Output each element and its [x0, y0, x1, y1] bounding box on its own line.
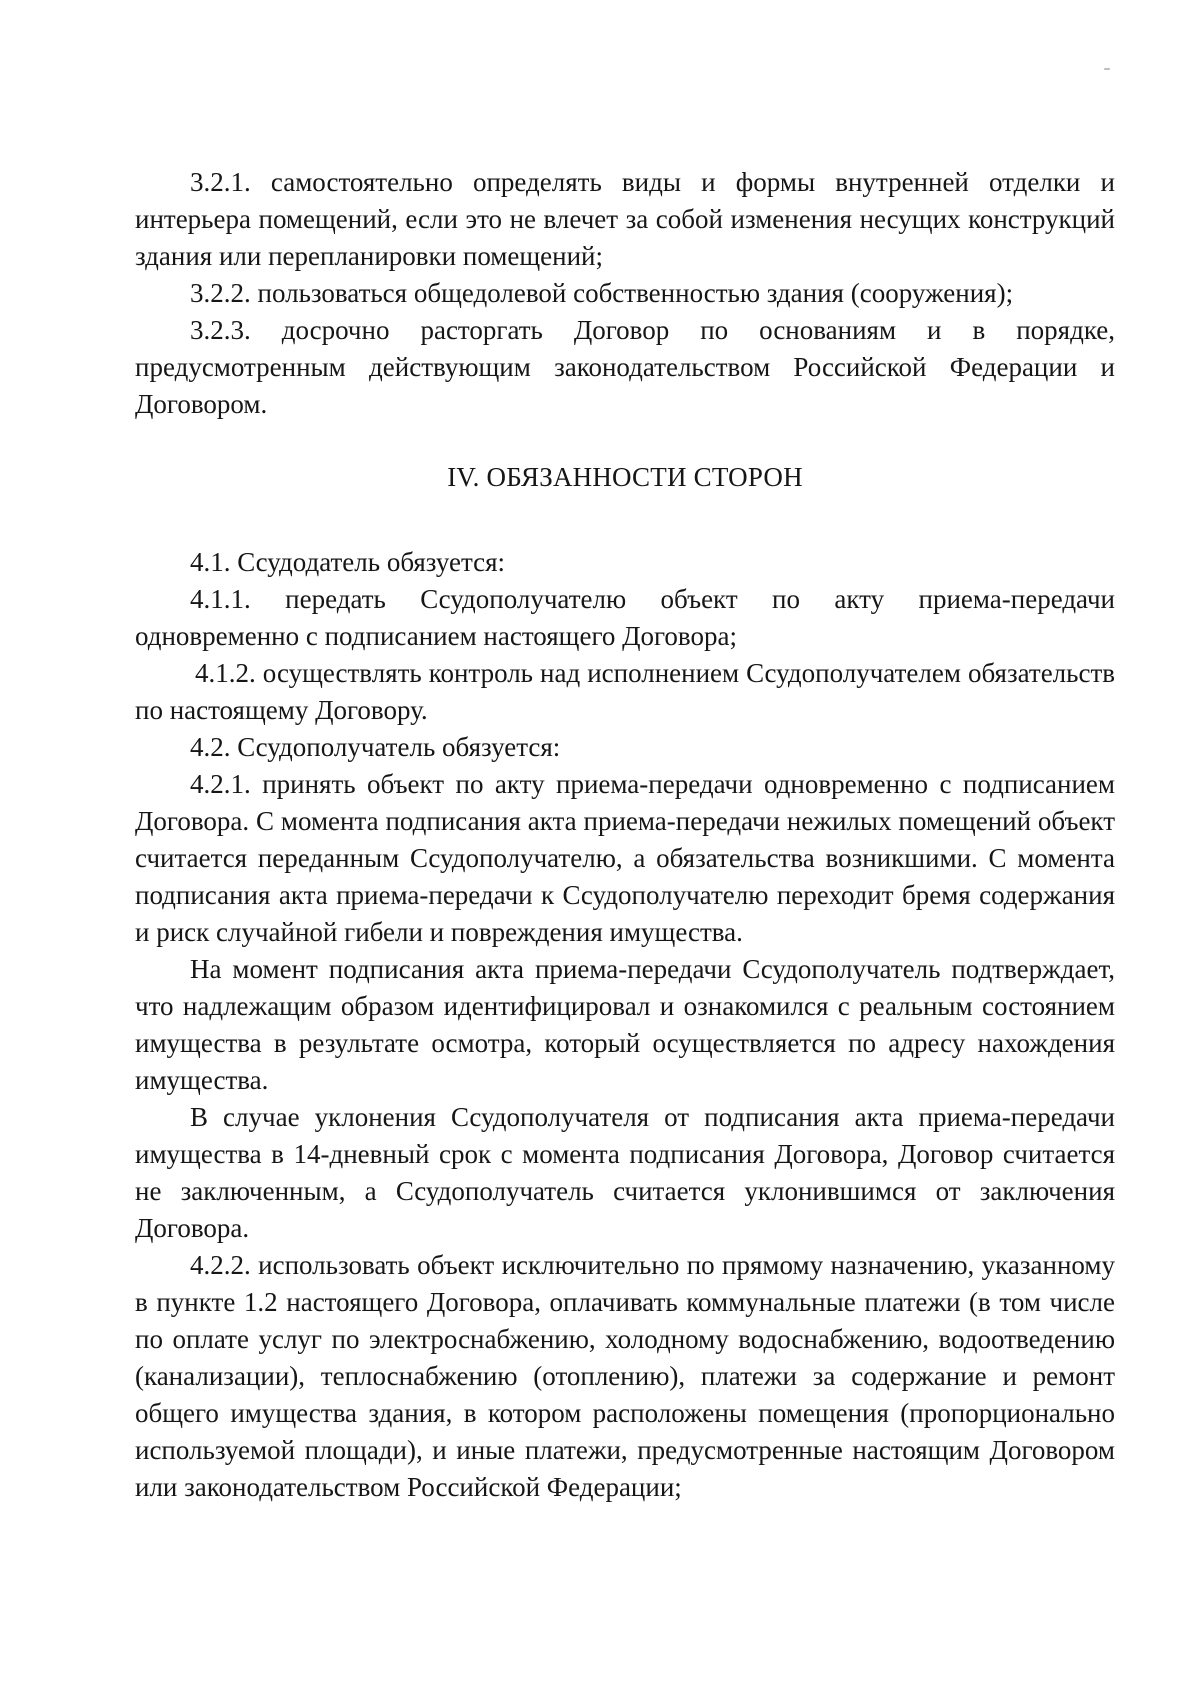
- clause-4-2-2: 4.2.2. использовать объект исключительно по прямому назначению, указанному в пункте 1.2 настоящего Договора, оплачивать коммунальные платежи (в том числе по оплате услуг по электроснабжению, холодному водоснабжению, водоотведению (канализации), теплоснабжению (отоплению), платежи за содержание и ремонт общего имущества здания, в котором расположены помещения (пропорционально используемой площади), и иные платежи, предусмотренные настоящим Договором или законодательством Российской Федерации;: [135, 1250, 1115, 1502]
- clause-3-2-3: 3.2.3. досрочно расторгать Договор по основаниям и в порядке, предусмотренным действующим законодательством Российской Федерации и Договором.: [135, 315, 1115, 419]
- clause-4-1: 4.1. Ссудодатель обязуется:: [190, 547, 506, 577]
- document-body: [135, 164, 1115, 1506]
- paragraph-evasion: В случае уклонения Ссудополучателя от подписания акта приема-передачи имущества в 14-дневный срок с момента подписания Договора, Договор считается не заключенным, а Ссудополучатель считается уклонившимся от заключения Договора.: [135, 1102, 1115, 1243]
- section-heading: IV. ОБЯЗАННОСТИ СТОРОН: [447, 462, 803, 492]
- clause-4-2-1: 4.2.1. принять объект по акту приема-передачи одновременно с подписанием Договора. С момента подписания акта приема-передачи нежилых помещений объект считается переданным Ссудополучателю, а обязательства возникшими. С момента подписания акта приема-передачи к Ссудополучателю переходит бремя содержания и риск случайной гибели и повреждения имущества.: [135, 769, 1115, 947]
- paragraph-acceptance: На момент подписания акта приема-передачи Ссудополучатель подтверждает, что надлежащим образом идентифицировал и ознакомился с реальным состоянием имущества в результате осмотра, который осуществляется по адресу нахождения имущества.: [135, 954, 1115, 1095]
- clause-3-2-2: 3.2.2. пользоваться общедолевой собственностью здания (сооружения);: [190, 278, 1014, 308]
- clause-4-1-1: 4.1.1. передать Ссудополучателю объект по акту приема-передачи одновременно с подписанием настоящего Договора;: [135, 584, 1115, 651]
- clause-4-2: 4.2. Ссудополучатель обязуется:: [190, 732, 561, 762]
- clause-3-2-1: 3.2.1. самостоятельно определять виды и формы внутренней отделки и интерьера помещений, если это не влечет за собой изменения несущих конструкций здания или перепланировки помещений;: [135, 167, 1115, 271]
- clause-4-1-2: 4.1.2. осуществлять контроль над исполнением Ссудополучателем обязательств по настоящему Договору.: [135, 658, 1115, 725]
- scan-speck: [1104, 68, 1110, 70]
